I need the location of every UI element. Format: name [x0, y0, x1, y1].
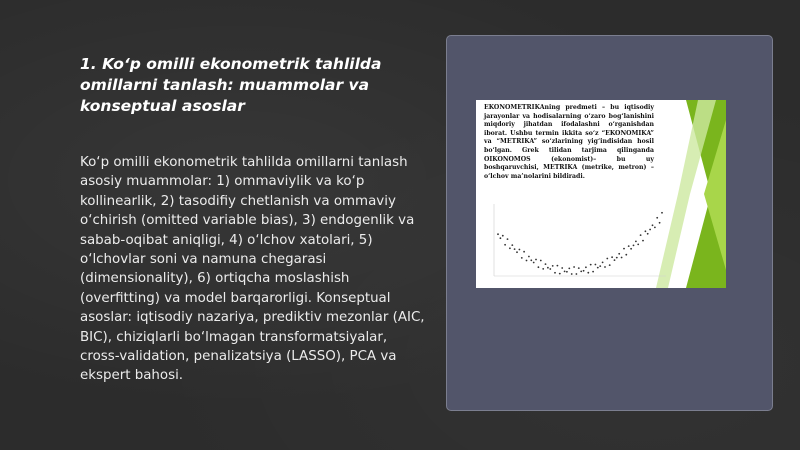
scatter-point: [502, 235, 504, 237]
scatter-point: [528, 256, 530, 258]
scatter-point: [611, 256, 613, 258]
scatter-point: [604, 266, 606, 268]
scatter-point: [504, 244, 506, 246]
scatter-point: [647, 233, 649, 235]
scatter-point: [557, 265, 559, 267]
scatter-point: [630, 248, 632, 250]
body-paragraph: Ko‘p omilli ekonometrik tahlilda omillarni tanlash asosiy muammolar: 1) ommaviylik va ko‘p kollinearlik, 2) tasodifiy chetlanish va ommaviy o‘chirish (omitted variable bias), 3) endogenlik va sabab-oqibat aniqligi, 4) o‘lchov xatolari, 5) o‘lchovlar soni va namuna chegarasi (dimensionality), 6) ortiqcha moslashish (overfitting) va model barqarorligi. Konseptual asoslar: iqtisodiy nazariya, prediktiv mezonlar (AIC, BIC), chiziqlarli bo‘lmagan transformatsiyalar, cross-validation, penalizatsiya (LASSO), PCA va ekspert bahosi.: [80, 155, 425, 384]
scatter-point: [616, 257, 618, 259]
scatter-point: [609, 264, 611, 266]
scatter-point: [545, 263, 547, 265]
scatter-point: [606, 258, 608, 260]
scatter-point: [571, 273, 573, 275]
scatter-point: [602, 262, 604, 264]
scatter-point: [576, 273, 578, 275]
scatter-point: [649, 229, 651, 231]
scatter-point: [521, 257, 523, 259]
scatter-point: [540, 260, 542, 262]
scatter-point: [538, 266, 540, 268]
scatter-point: [516, 251, 518, 253]
scatter-point: [628, 245, 630, 247]
scatter-point: [568, 268, 570, 270]
scatter-point: [652, 224, 654, 226]
scatter-point: [642, 240, 644, 242]
slide-brand-term: EKONOMETRIKA: [484, 104, 545, 111]
scatter-point: [656, 217, 658, 219]
scatter-point: [599, 265, 601, 267]
scatter-point: [535, 259, 537, 261]
slide-definition-text: [484, 104, 654, 181]
scatter-point: [623, 248, 625, 250]
scatter-point: [559, 273, 561, 275]
scatter-point: [595, 264, 597, 266]
scatter-point: [661, 212, 663, 214]
scatter-point: [585, 266, 587, 268]
scatter-point: [542, 268, 544, 270]
embedded-slide-image: [476, 100, 726, 288]
scatter-point: [633, 245, 635, 247]
scatter-point: [509, 247, 511, 249]
scatter-point: [564, 271, 566, 273]
scatter-point: [654, 227, 656, 229]
scatter-point: [549, 268, 551, 270]
scatter-point: [530, 259, 532, 261]
scatter-point: [497, 233, 499, 235]
scatter-point: [547, 267, 549, 269]
scatter-point: [592, 271, 594, 273]
scatter-point: [621, 257, 623, 259]
scatter-point: [552, 265, 554, 267]
scatter-point: [566, 271, 568, 273]
scatter-point: [587, 272, 589, 274]
scatter-point: [580, 271, 582, 273]
scatter-point: [500, 237, 502, 239]
scatter-point: [645, 230, 647, 232]
scatter-point: [597, 267, 599, 269]
scatter-point: [618, 253, 620, 255]
scatter-point: [614, 259, 616, 261]
scatter-trend-figure: [490, 204, 670, 280]
scatter-point: [507, 238, 509, 240]
scatter-point: [554, 272, 556, 274]
slide-title: 1. Ko‘p omilli ekonometrik tahlilda omillarni tanlash: muammolar va konseptual asoslar: [80, 55, 382, 115]
scatter-point: [561, 267, 563, 269]
scatter-point: [640, 234, 642, 236]
scatter-point: [533, 262, 535, 264]
scatter-point: [583, 270, 585, 272]
scatter-point: [523, 251, 525, 253]
scatter-point: [659, 222, 661, 224]
scatter-point: [511, 244, 513, 246]
scatter-point: [573, 266, 575, 268]
scatter-point: [578, 267, 580, 269]
scatter-point: [637, 244, 639, 246]
scatter-point: [526, 260, 528, 262]
scatter-point: [519, 249, 521, 251]
scatter-point: [625, 254, 627, 256]
scatter-point: [590, 264, 592, 266]
slide-body-text: ning predmeti – bu iqtisodiy jarayonlar va hodisalarning o‘zaro bog‘lanishini miqdoriy jihatdan ifodalashni o‘rganishdan iborat. Ushbu termin ikkita so‘z “EKONOMIKA” va “METRIKA” so‘zlarining yig‘indisidan hosil bo‘lgan. Grek tilidan tarjima qilinganda OIKONOMOS (ekonomist)– bu uy boshqaruvchisi, METRIKA (metrike, metron) – o‘lchov ma’nolarini bildiradi.: [484, 104, 654, 180]
scatter-point: [514, 248, 516, 250]
scatter-point: [635, 241, 637, 243]
